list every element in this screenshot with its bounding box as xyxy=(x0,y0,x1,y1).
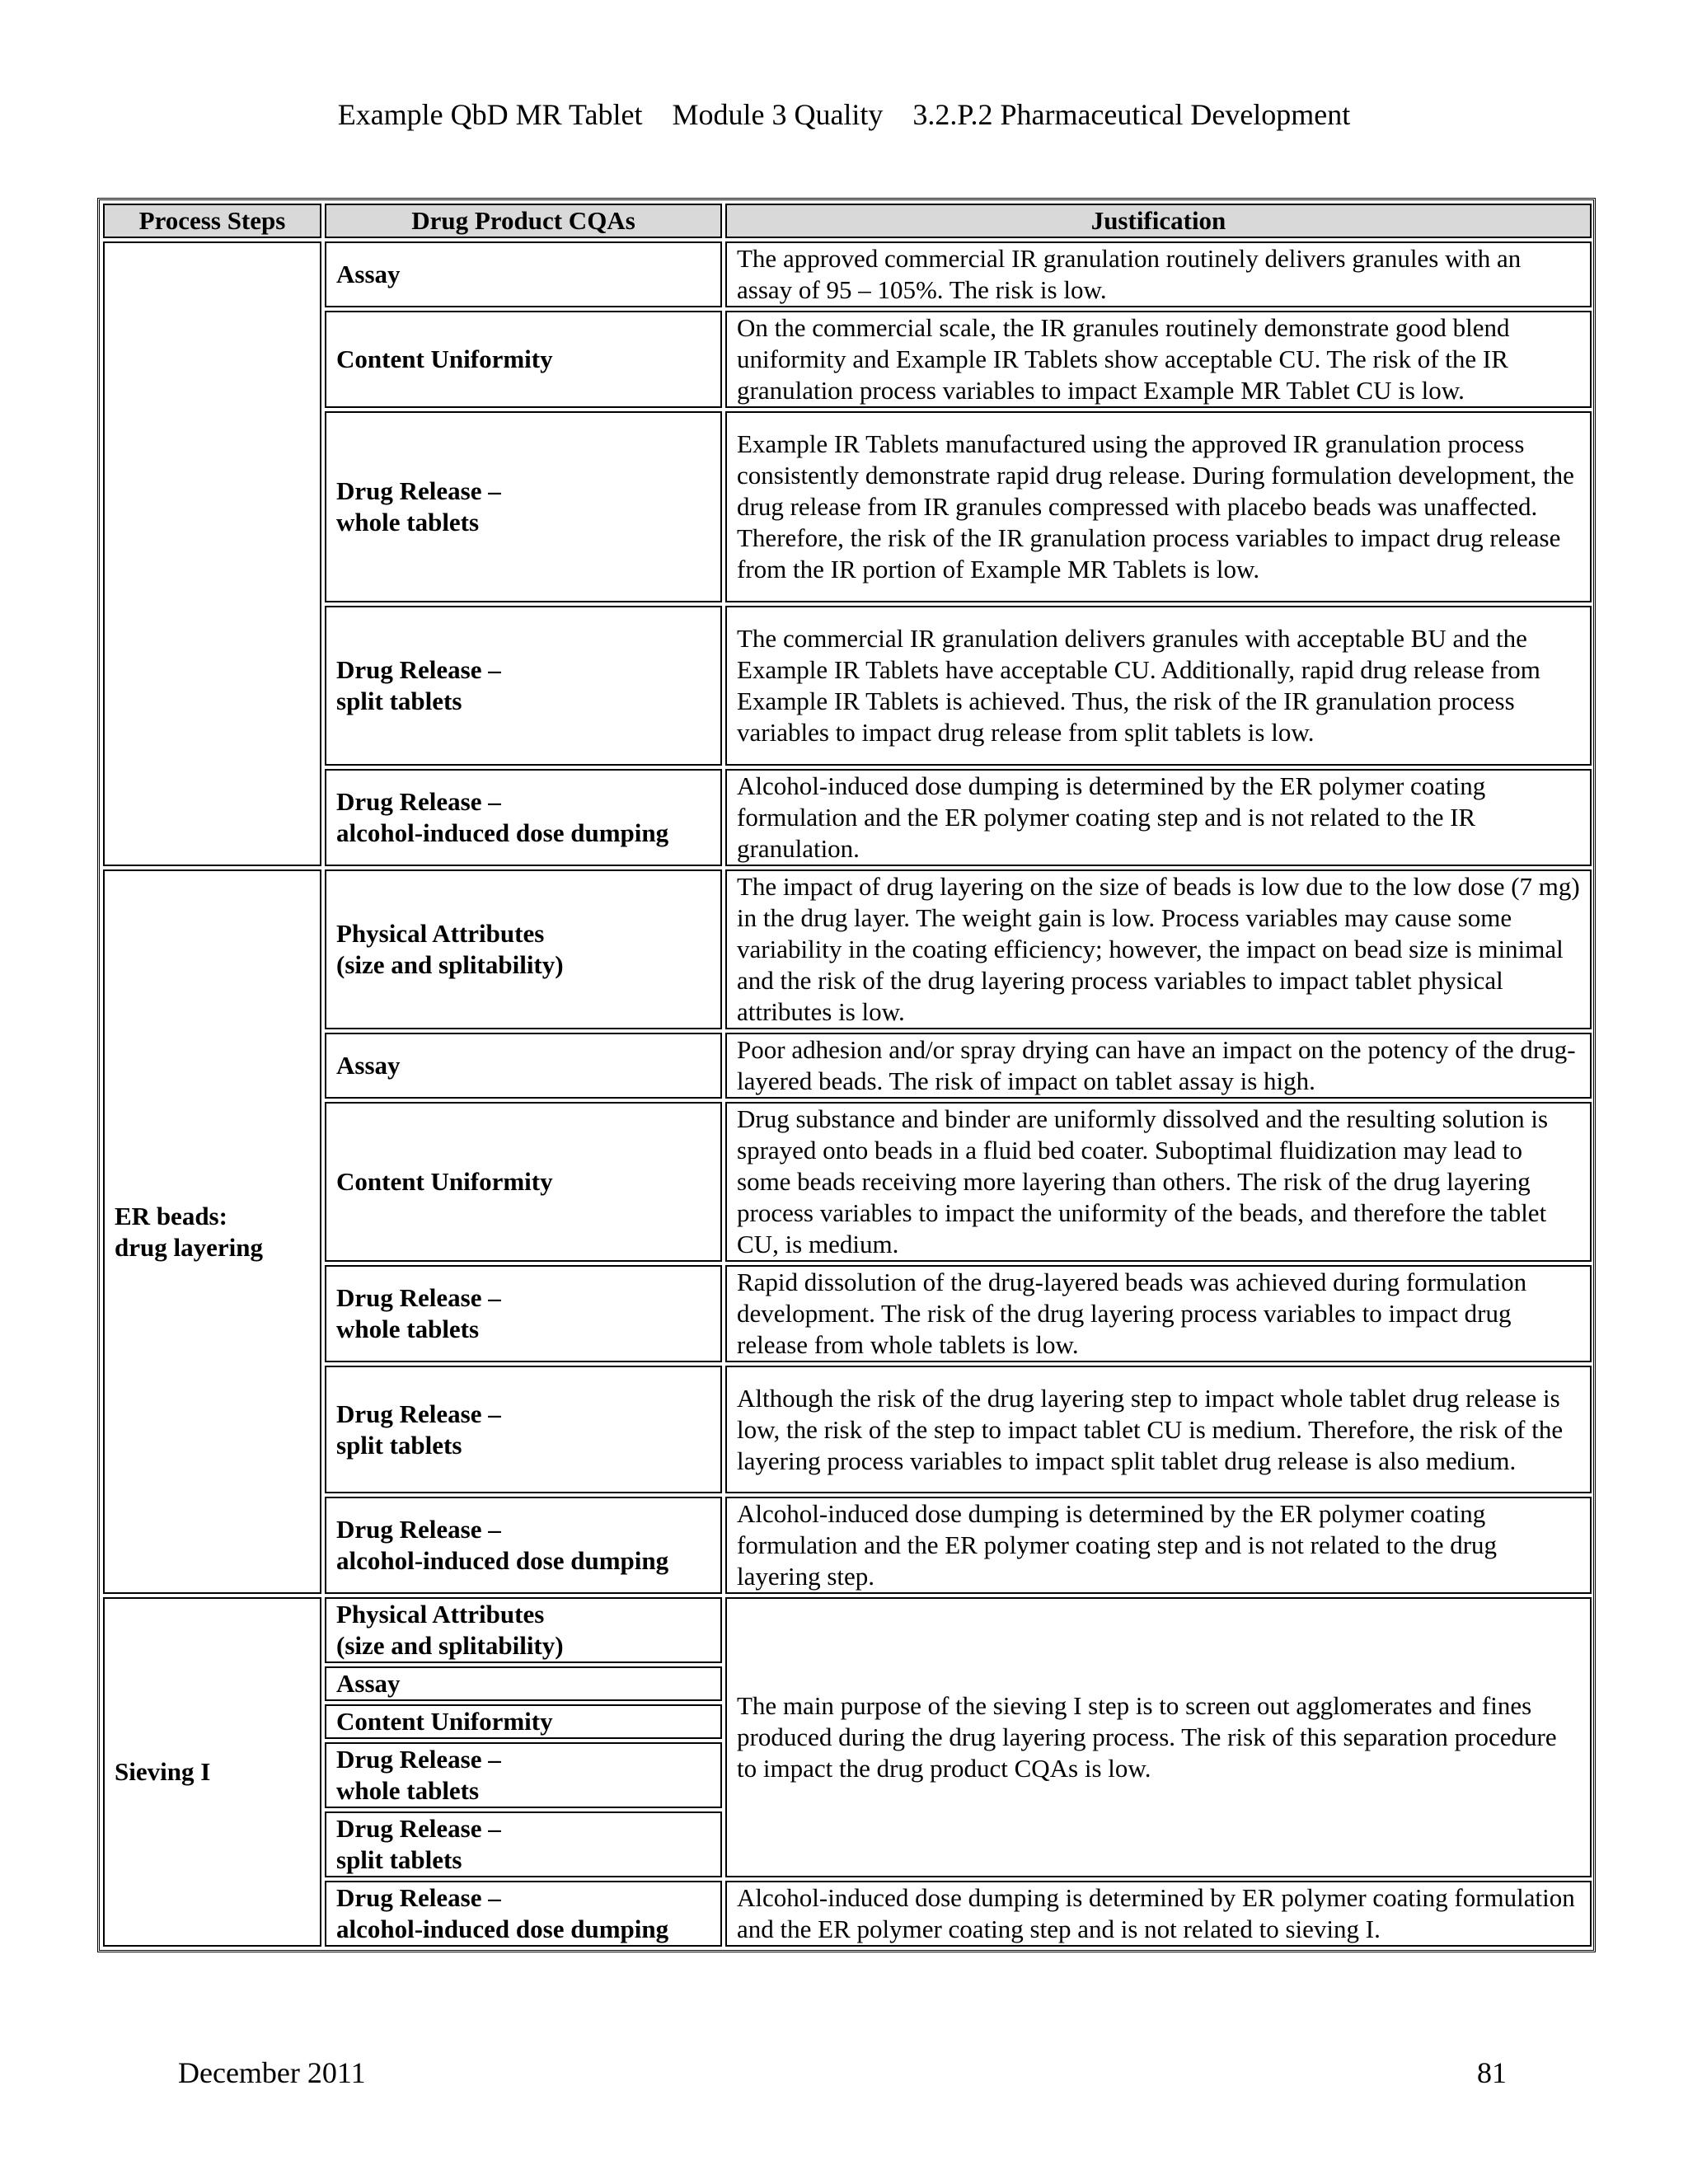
cqa-cell: Assay xyxy=(325,1666,722,1701)
page-header: Example QbD MR Tablet Module 3 Quality 3.2.P.2 Pharmaceutical Development xyxy=(337,98,1351,131)
shared-justification-cell: The main purpose of the sieving I step is to screen out agglomerates and fines produced during the drug layering process. The risk of this separation procedure to impact the drug product CQAs is low. xyxy=(725,1597,1592,1877)
cqa-cell: Assay xyxy=(325,1033,722,1099)
cqa-cell: Drug Release – split tablets xyxy=(325,606,722,766)
cqa-cell: Drug Release – alcohol-induced dose dumping xyxy=(325,1497,722,1594)
table-row xyxy=(103,769,1592,866)
table-row xyxy=(103,1033,1592,1099)
justification-cell: Alcohol-induced dose dumping is determined by the ER polymer coating formulation and the ER polymer coating step and is not related to the drug layering step. xyxy=(725,1497,1592,1594)
table-row xyxy=(103,1597,1592,1663)
cqa-cell: Drug Release – alcohol-induced dose dumping xyxy=(325,1881,722,1947)
cqa-cell: Drug Release – whole tablets xyxy=(325,1265,722,1362)
table-row xyxy=(103,1881,1592,1947)
process-step-label: drug layering xyxy=(115,1232,263,1262)
table-row xyxy=(103,241,1592,307)
process-step-label: ER beads: xyxy=(115,1201,227,1230)
justification-cell: Rapid dissolution of the drug-layered beads was achieved during formulation development. The risk of the drug layering process variables to impact drug release from whole tablets is low. xyxy=(725,1265,1592,1362)
cqa-cell: Drug Release – whole tablets xyxy=(325,411,722,602)
cqa-cell: Physical Attributes (size and splitability) xyxy=(325,1597,722,1663)
cqa-cell: Content Uniformity xyxy=(325,1102,722,1262)
table-row xyxy=(103,411,1592,602)
cqa-cell: Drug Release – alcohol-induced dose dumping xyxy=(325,769,722,866)
process-step-label: Sieving I xyxy=(115,1757,211,1786)
footer-date: December 2011 xyxy=(178,2056,366,2089)
cqa-cell: Content Uniformity xyxy=(325,1704,722,1739)
justification-cell: The commercial IR granulation delivers granules with acceptable BU and the Example IR Tablets have acceptable CU. Additionally, rapid drug release from Example IR Tablets is achieved. Thus, the risk of the IR granulation process variables to impact drug release from split tablets is low. xyxy=(725,606,1592,766)
justification-cell: Poor adhesion and/or spray drying can have an impact on the potency of the drug-layered beads. The risk of impact on tablet assay is high. xyxy=(725,1033,1592,1099)
table-row xyxy=(103,1497,1592,1594)
process-step-cell-blank xyxy=(103,241,321,866)
cqa-cell: Drug Release – split tablets xyxy=(325,1366,722,1493)
table-row xyxy=(103,1102,1592,1262)
process-step-cell xyxy=(103,1597,321,1947)
cqa-cell: Assay xyxy=(325,241,722,307)
cqa-cell: Drug Release – whole tablets xyxy=(325,1742,722,1808)
justification-cell: Drug substance and binder are uniformly dissolved and the resulting solution is sprayed onto beads in a fluid bed coater. Suboptimal fluidization may lead to some beads receiving more layering than others. The risk of the drug layering process variables to impact the uniformity of the beads, and therefore the tablet CU, is medium. xyxy=(725,1102,1592,1262)
cqa-cell: Physical Attributes (size and splitability) xyxy=(325,869,722,1029)
column-header-process-steps: Process Steps xyxy=(103,204,321,238)
table-row xyxy=(103,1265,1592,1362)
risk-assessment-table-frame xyxy=(97,198,1596,1952)
footer-page-number: 81 xyxy=(1477,2056,1507,2089)
table-row xyxy=(103,606,1592,766)
justification-cell: Example IR Tablets manufactured using the approved IR granulation process consistently demonstrate rapid drug release. During formulation development, the drug release from IR granules compressed with placebo beads was unaffected. Therefore, the risk of the IR granulation process variables to impact drug release from the IR portion of Example MR Tablets is low. xyxy=(725,411,1592,602)
justification-cell: The approved commercial IR granulation routinely delivers granules with an assay of 95 – 105%. The risk is low. xyxy=(725,241,1592,307)
justification-cell: Alcohol-induced dose dumping is determined by ER polymer coating formulation and the ER polymer coating step and is not related to sieving I. xyxy=(725,1881,1592,1947)
column-header-drug-product-cqas: Drug Product CQAs xyxy=(325,204,722,238)
column-header-justification: Justification xyxy=(725,204,1592,238)
table-row xyxy=(103,1366,1592,1493)
justification-cell: Alcohol-induced dose dumping is determined by the ER polymer coating formulation and the ER polymer coating step and is not related to the IR granulation. xyxy=(725,769,1592,866)
cqa-cell: Content Uniformity xyxy=(325,311,722,408)
cqa-cell: Drug Release – split tablets xyxy=(325,1811,722,1877)
table-row xyxy=(103,869,1592,1029)
justification-cell: The impact of drug layering on the size of beads is low due to the low dose (7 mg) in the drug layer. The weight gain is low. Process variables may cause some variability in the coating efficiency; however, the impact on bead size is minimal and the risk of the drug layering process variables to impact tablet physical attributes is low. xyxy=(725,869,1592,1029)
table-header-row xyxy=(103,204,1592,238)
justification-cell: Although the risk of the drug layering step to impact whole tablet drug release is low, the risk of the step to impact tablet CU is medium. Therefore, the risk of the layering process variables to impact split tablet drug release is also medium. xyxy=(725,1366,1592,1493)
process-step-cell xyxy=(103,869,321,1594)
risk-assessment-table xyxy=(100,200,1595,1950)
justification-cell: On the commercial scale, the IR granules routinely demonstrate good blend uniformity and Example IR Tablets show acceptable CU. The risk of the IR granulation process variables to impact Example MR Tablet CU is low. xyxy=(725,311,1592,408)
table-row xyxy=(103,311,1592,408)
